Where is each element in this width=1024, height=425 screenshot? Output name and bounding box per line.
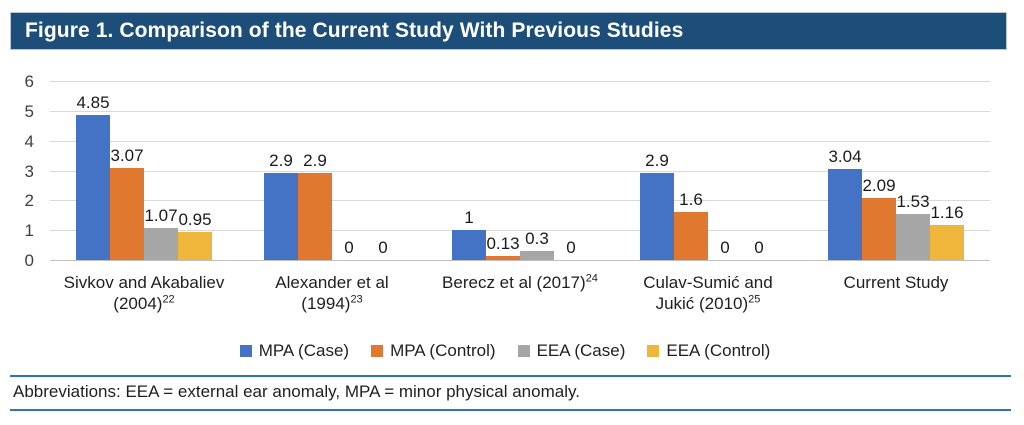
bar-value-label: 2.09	[862, 176, 896, 195]
bar-value-label: 0	[378, 238, 388, 257]
figure-title: Figure 1. Comparison of the Current Study With Previous Studies	[25, 19, 684, 42]
bar-value-label: 0	[754, 238, 764, 257]
bar	[862, 198, 896, 260]
bar	[452, 230, 486, 260]
bar	[520, 251, 554, 260]
reference-superscript: 23	[350, 293, 363, 306]
bar	[930, 225, 964, 260]
bar-value-label: 2.9	[269, 151, 293, 170]
bar-value-label: 4.85	[76, 93, 110, 112]
gridline	[50, 141, 990, 142]
y-axis-tick-label: 0	[24, 251, 34, 270]
bar-value-label: 0.3	[525, 229, 549, 248]
legend-item	[647, 341, 770, 361]
bar	[828, 169, 862, 260]
bar	[674, 212, 708, 260]
legend-color-swatch	[371, 345, 383, 357]
gridline	[50, 260, 990, 261]
y-axis-tick-label: 2	[24, 191, 34, 210]
gridline	[50, 111, 990, 112]
x-axis-category-label: Sivkov and Akabaliev $(2004)^{22}$	[63, 273, 225, 313]
bar-value-label: 2.9	[645, 151, 669, 170]
legend-item	[240, 341, 349, 361]
bar-value-label: 0.13	[486, 234, 520, 253]
bar	[144, 228, 178, 260]
reference-superscript: 24	[585, 272, 598, 285]
bar-value-label: 1	[464, 208, 474, 227]
footer-rule-top	[10, 375, 1011, 377]
bar-value-label: 0	[344, 238, 354, 257]
bar	[76, 115, 110, 260]
bar-value-label: 1.53	[896, 192, 930, 211]
x-axis-category-label: Culav-Sumić and Jukić $(2010)^{25}$	[643, 273, 773, 313]
legend-item	[371, 341, 496, 361]
bar	[896, 214, 930, 260]
reference-superscript: 25	[748, 293, 761, 306]
legend-color-swatch	[240, 345, 252, 357]
legend-color-swatch	[518, 345, 530, 357]
bar	[110, 168, 144, 260]
legend-item	[518, 341, 626, 361]
legend-label: MPA (Case)	[258, 341, 350, 360]
bar	[640, 173, 674, 260]
x-axis-category-label: Current Study	[843, 273, 949, 292]
chart-legend	[20, 341, 990, 361]
y-axis-tick-label: 4	[24, 132, 34, 151]
bar-value-label: 3.04	[828, 147, 862, 166]
y-axis-tick-label: 6	[24, 72, 34, 91]
legend-color-swatch	[647, 345, 659, 357]
bar-value-label: 0.95	[178, 210, 212, 229]
bar-value-label: 1.6	[679, 190, 703, 209]
x-axis-category-label: Berecz et al $(2017)^{24}$	[442, 272, 598, 292]
y-axis-tick-label: 5	[24, 102, 34, 121]
bar-value-label: 0	[566, 238, 576, 257]
reference-superscript: 22	[162, 293, 175, 306]
bar-value-label: 1.16	[930, 203, 964, 222]
bar-value-label: 1.07	[144, 206, 178, 225]
bar	[264, 173, 298, 260]
y-axis-tick-label: 1	[24, 221, 34, 240]
bar	[298, 173, 332, 260]
bar	[178, 232, 212, 260]
x-axis-category-label: Alexander et al $(1994)^{23}$	[275, 273, 389, 313]
legend-label: MPA (Control)	[390, 341, 496, 360]
bar-value-label: 0	[720, 238, 730, 257]
footer-rule-bottom	[10, 409, 1011, 411]
y-axis-tick-label: 3	[24, 162, 34, 181]
legend-label: EEA (Case)	[536, 341, 626, 360]
bar-value-label: 3.07	[110, 146, 144, 165]
bar-value-label: 2.9	[303, 151, 327, 170]
bar	[486, 256, 520, 260]
legend-label: EEA (Control)	[666, 341, 771, 360]
abbreviations-note: Abbreviations: EEA = external ear anomaly, MPA = minor physical anomaly.	[13, 382, 580, 401]
gridline	[50, 81, 990, 82]
